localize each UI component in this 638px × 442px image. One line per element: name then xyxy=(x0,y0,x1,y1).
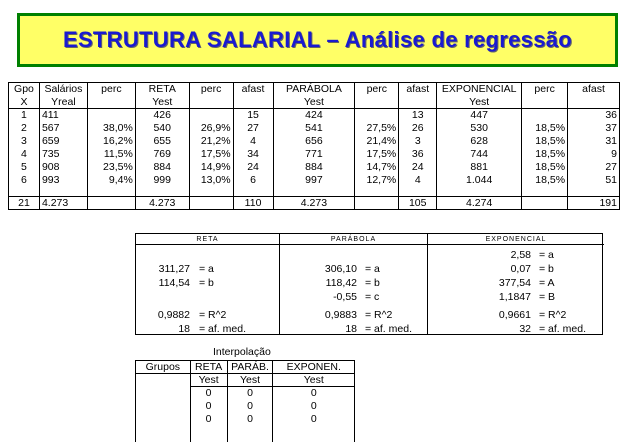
table-row xyxy=(9,135,620,148)
table-cell: 908 xyxy=(39,161,87,174)
exp-r2-label: = R^2 xyxy=(539,309,567,321)
page-title: ESTRUTURA SALARIAL – Análise de regressão xyxy=(17,13,618,67)
exp-r2-value: 0,9661 xyxy=(498,309,531,321)
table-cell: 18,5% xyxy=(522,148,568,161)
table-header-row xyxy=(9,83,620,96)
table-cell: 17,5% xyxy=(355,148,399,161)
interp-cell: 0 xyxy=(273,400,355,413)
interp-cell: 0 xyxy=(227,387,273,400)
table-cell xyxy=(87,197,135,210)
table-cell xyxy=(87,109,135,122)
table-cell: Yest xyxy=(135,96,189,109)
table-cell: 5 xyxy=(9,161,40,174)
table-cell: 11,5% xyxy=(87,148,135,161)
exp-A-label: = A xyxy=(539,277,555,289)
table-cell: 21,4% xyxy=(355,135,399,148)
table-cell: 21,2% xyxy=(189,135,233,148)
parabola-c-value: -0,55 xyxy=(333,291,357,303)
table-cell: Salários xyxy=(39,83,87,96)
reta-b-value: 114,54 xyxy=(158,277,190,289)
parabola-r2-label: = R^2 xyxy=(365,309,393,321)
table-cell xyxy=(87,96,135,109)
table-cell: 769 xyxy=(135,148,189,161)
table-cell: afast xyxy=(399,83,437,96)
table-cell: 36 xyxy=(568,109,620,122)
table-cell: 2 xyxy=(9,122,40,135)
parabola-a-value: 306,10 xyxy=(324,263,357,275)
exp-A-value: 377,54 xyxy=(498,277,531,289)
table-cell: Yest xyxy=(273,96,355,109)
reta-a-value: 311,27 xyxy=(158,263,190,275)
table-cell: 18,5% xyxy=(522,161,568,174)
table-cell: Yest xyxy=(437,96,522,109)
interp-sub-reta: Yest xyxy=(190,374,227,387)
interp-header-reta: RETA xyxy=(190,361,227,374)
reta-a-label: = a xyxy=(199,263,214,275)
table-cell: 411 xyxy=(39,109,87,122)
regression-coefficients xyxy=(135,233,603,335)
exp-B-value: 1,1847 xyxy=(498,291,531,303)
table-cell: perc xyxy=(189,83,233,96)
table-cell: 426 xyxy=(135,109,189,122)
interp-cell: 0 xyxy=(273,387,355,400)
table-cell: 3 xyxy=(399,135,437,148)
interp-cell: 0 xyxy=(227,413,273,426)
table-cell: 4.273 xyxy=(39,197,87,210)
table-cell: 21 xyxy=(9,197,40,210)
table-cell: 997 xyxy=(273,174,355,187)
table-cell: 9,4% xyxy=(87,174,135,187)
table-cell xyxy=(233,96,273,109)
table-cell: 447 xyxy=(437,109,522,122)
exp-b-value: 0,07 xyxy=(510,263,531,275)
table-cell: 16,2% xyxy=(87,135,135,148)
table-cell: 655 xyxy=(135,135,189,148)
table-cell: 23,5% xyxy=(87,161,135,174)
interp-cell: 0 xyxy=(190,387,227,400)
table-cell: 27,5% xyxy=(355,122,399,135)
interp-cell: 0 xyxy=(190,413,227,426)
table-totals-row xyxy=(9,197,620,210)
table-cell: 31 xyxy=(568,135,620,148)
table-cell: 9 xyxy=(568,148,620,161)
table-cell: 628 xyxy=(437,135,522,148)
parabola-r2-value: 0,9883 xyxy=(324,309,357,321)
interp-grupo-input[interactable] xyxy=(136,413,191,426)
table-cell: 424 xyxy=(273,109,355,122)
parabola-af-label: = af. med. xyxy=(365,323,412,335)
table-cell: 17,5% xyxy=(189,148,233,161)
table-cell: afast xyxy=(233,83,273,96)
table-cell: 13 xyxy=(399,109,437,122)
table-cell: 24 xyxy=(399,161,437,174)
table-cell xyxy=(355,197,399,210)
reta-af-value: 18 xyxy=(178,323,190,335)
parabola-a-label: = a xyxy=(365,263,380,275)
table-cell xyxy=(189,96,233,109)
interp-sub-parab: Yest xyxy=(227,374,273,387)
table-cell: 38,0% xyxy=(87,122,135,135)
table-cell: 191 xyxy=(568,197,620,210)
table-cell: 884 xyxy=(135,161,189,174)
interp-header-grupos: Grupos xyxy=(136,361,191,374)
table-cell: 4 xyxy=(399,174,437,187)
interp-header-parab: PARÁB. xyxy=(227,361,273,374)
table-cell xyxy=(189,197,233,210)
table-cell: 744 xyxy=(437,148,522,161)
table-cell: 4.274 xyxy=(437,197,522,210)
table-cell: PARÁBOLA xyxy=(273,83,355,96)
table-row xyxy=(9,174,620,187)
reta-b-label: = b xyxy=(199,277,214,289)
table-cell: 13,0% xyxy=(189,174,233,187)
table-cell: 541 xyxy=(273,122,355,135)
interp-cell: 0 xyxy=(190,400,227,413)
table-cell: 34 xyxy=(233,148,273,161)
table-cell: afast xyxy=(568,83,620,96)
table-cell: EXPONENCIAL xyxy=(437,83,522,96)
stats-header-exponencial: EXPONENCIAL xyxy=(428,234,604,245)
parabola-af-value: 18 xyxy=(345,323,357,335)
table-cell: 36 xyxy=(399,148,437,161)
table-row xyxy=(9,148,620,161)
table-cell: 24 xyxy=(233,161,273,174)
interp-cell: 0 xyxy=(227,400,273,413)
table-cell: 656 xyxy=(273,135,355,148)
table-subheader-row xyxy=(9,96,620,109)
table-cell: Gpo xyxy=(9,83,40,96)
table-cell: 12,7% xyxy=(355,174,399,187)
table-cell: 884 xyxy=(273,161,355,174)
table-cell: 18,5% xyxy=(522,122,568,135)
parabola-b-value: 118,42 xyxy=(325,277,357,289)
table-cell: 4.273 xyxy=(273,197,355,210)
table-row xyxy=(9,122,620,135)
reta-r2-label: = R^2 xyxy=(199,309,227,321)
table-cell: 1 xyxy=(9,109,40,122)
table-cell: 3 xyxy=(9,135,40,148)
table-cell xyxy=(568,96,620,109)
parabola-b-label: = b xyxy=(365,277,380,289)
regression-table xyxy=(8,82,620,210)
table-cell: 881 xyxy=(437,161,522,174)
table-row xyxy=(9,161,620,174)
interpolation-title: Interpolação xyxy=(213,346,271,358)
table-cell: 27 xyxy=(233,122,273,135)
table-cell xyxy=(189,109,233,122)
exp-af-value: 32 xyxy=(519,323,531,335)
table-cell: 15 xyxy=(233,109,273,122)
table-cell: 993 xyxy=(39,174,87,187)
table-cell: Yreal xyxy=(39,96,87,109)
table-cell xyxy=(522,96,568,109)
table-cell xyxy=(355,96,399,109)
interp-cell: 0 xyxy=(273,413,355,426)
interp-sub-expon: Yest xyxy=(273,374,355,387)
table-cell: X xyxy=(9,96,40,109)
exp-b-label: = b xyxy=(539,263,554,275)
table-cell xyxy=(399,96,437,109)
table-cell: 27 xyxy=(568,161,620,174)
reta-af-label: = af. med. xyxy=(199,323,246,335)
table-cell: 659 xyxy=(39,135,87,148)
exp-B-label: = B xyxy=(539,291,556,303)
table-cell: 771 xyxy=(273,148,355,161)
table-cell: 540 xyxy=(135,122,189,135)
table-cell xyxy=(522,109,568,122)
table-cell: 999 xyxy=(135,174,189,187)
table-cell: 26 xyxy=(399,122,437,135)
table-cell: perc xyxy=(522,83,568,96)
table-cell: 4.273 xyxy=(135,197,189,210)
interp-grupo-input[interactable] xyxy=(136,400,191,413)
table-cell: 530 xyxy=(437,122,522,135)
table-cell: 51 xyxy=(568,174,620,187)
table-cell: perc xyxy=(87,83,135,96)
table-cell: 735 xyxy=(39,148,87,161)
table-cell: 110 xyxy=(233,197,273,210)
table-cell: 105 xyxy=(399,197,437,210)
table-row xyxy=(9,109,620,122)
interp-header-expon: EXPONEN. xyxy=(273,361,355,374)
table-cell: 6 xyxy=(9,174,40,187)
table-cell: 4 xyxy=(9,148,40,161)
table-cell: 37 xyxy=(568,122,620,135)
reta-r2-value: 0,9882 xyxy=(157,309,190,321)
table-cell: RETA xyxy=(135,83,189,96)
table-cell: 1.044 xyxy=(437,174,522,187)
exp-a-value: 2,58 xyxy=(510,249,531,261)
table-cell: 18,5% xyxy=(522,174,568,187)
parabola-c-label: = c xyxy=(365,291,380,303)
table-cell xyxy=(355,109,399,122)
table-cell: perc xyxy=(355,83,399,96)
interp-grupo-input[interactable] xyxy=(136,387,191,400)
exp-a-label: = a xyxy=(539,249,554,261)
table-cell: 14,9% xyxy=(189,161,233,174)
table-cell: 26,9% xyxy=(189,122,233,135)
stats-header-parabola: PARÁBOLA xyxy=(280,234,428,245)
stats-header-reta: RETA xyxy=(136,234,280,245)
table-cell: 4 xyxy=(233,135,273,148)
table-cell: 18,5% xyxy=(522,135,568,148)
interpolation-table xyxy=(135,360,355,442)
table-cell xyxy=(522,197,568,210)
exp-af-label: = af. med. xyxy=(539,323,586,335)
table-cell: 14,7% xyxy=(355,161,399,174)
table-cell: 6 xyxy=(233,174,273,187)
table-cell: 567 xyxy=(39,122,87,135)
